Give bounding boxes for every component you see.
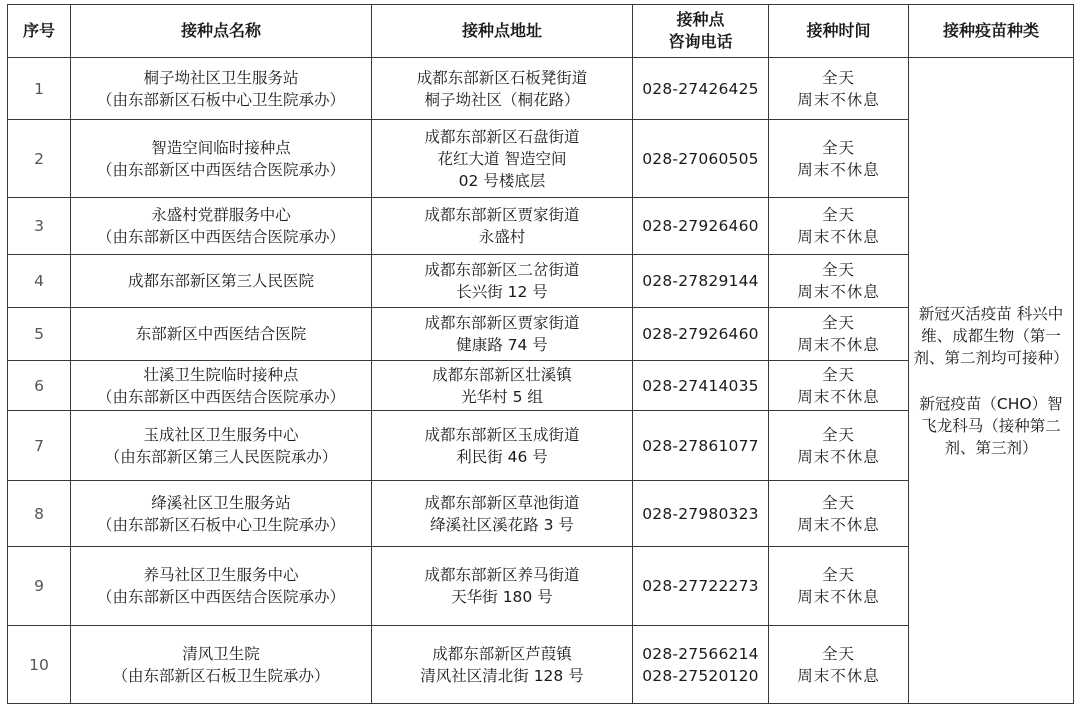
- time-line2: 周末不休息: [797, 666, 880, 685]
- site-address-cell: [372, 481, 633, 547]
- site-name-cell: [71, 361, 372, 411]
- address-line: 成都东部新区二岔街道: [424, 261, 580, 279]
- address-line: 成都东部新区草池街道: [424, 493, 580, 512]
- table-row: [8, 58, 1074, 120]
- site-name: 壮溪卫生院临时接种点: [143, 365, 299, 384]
- time-line1: 全天: [821, 644, 855, 663]
- address-line: 利民街 46 号: [456, 447, 548, 466]
- address-line: 成都东部新区石盘街道: [424, 127, 580, 146]
- phone-cell: [633, 198, 769, 255]
- time-cell: [769, 120, 909, 198]
- phone-number: 028-27926460: [642, 325, 759, 343]
- site-organizer: （由东部新区中西医结合医院承办）: [96, 160, 345, 179]
- phone-cell: [633, 411, 769, 481]
- vaccine-types-para2: 新冠疫苗（CHO）智飞龙科马（接种第二剂、第三剂）: [919, 394, 1063, 457]
- site-name-cell: [71, 120, 372, 198]
- header-types: 接种疫苗种类: [909, 5, 1074, 58]
- site-organizer: （由东部新区石板中心卫生院承办）: [96, 90, 345, 109]
- time-line2: 周末不休息: [797, 160, 880, 179]
- time-line1: 全天: [821, 261, 855, 279]
- address-line: 成都东部新区养马街道: [424, 566, 580, 584]
- site-organizer: （由东部新区石板卫生院承办）: [112, 666, 330, 685]
- row-number: 8: [8, 481, 71, 547]
- address-line: 桐子坳社区（桐花路）: [424, 90, 580, 109]
- phone-cell: [633, 361, 769, 411]
- time-cell: [769, 411, 909, 481]
- time-cell: [769, 308, 909, 361]
- phone-number: 028-27566214: [642, 644, 759, 663]
- time-line2: 周末不休息: [797, 387, 880, 406]
- site-address-cell: [372, 547, 633, 626]
- phone-cell: [633, 120, 769, 198]
- header-phone-line1: 接种点: [676, 10, 725, 29]
- time-cell: [769, 198, 909, 255]
- phone-cell: [633, 255, 769, 308]
- site-name-cell: [71, 411, 372, 481]
- address-line: 清风社区清北街 128 号: [420, 666, 584, 685]
- row-number: 3: [8, 198, 71, 255]
- row-number: 7: [8, 411, 71, 481]
- row-number: 6: [8, 361, 71, 411]
- phone-number: 028-27060505: [642, 149, 759, 168]
- row-number: 2: [8, 120, 71, 198]
- phone-cell: [633, 58, 769, 120]
- header-phone-line2: 咨询电话: [668, 32, 733, 51]
- time-line2: 周末不休息: [797, 283, 880, 301]
- phone-cell: [633, 308, 769, 361]
- address-line: 成都东部新区石板凳街道: [416, 68, 588, 87]
- address-line: 绛溪社区溪花路 3 号: [430, 515, 574, 534]
- site-name-cell: [71, 626, 372, 704]
- site-address-cell: [372, 120, 633, 198]
- time-line1: 全天: [821, 314, 855, 332]
- site-name-cell: [71, 481, 372, 547]
- site-name: 绛溪社区卫生服务站: [151, 493, 291, 512]
- header-no: 序号: [8, 5, 71, 58]
- site-name-cell: [71, 547, 372, 626]
- site-address-cell: [372, 626, 633, 704]
- address-line: 长兴街 12 号: [456, 283, 548, 301]
- site-name: 成都东部新区第三人民医院: [127, 272, 314, 290]
- site-organizer: （由东部新区第三人民医院承办）: [104, 447, 338, 466]
- phone-cell: [633, 547, 769, 626]
- site-address-cell: [372, 198, 633, 255]
- time-line1: 全天: [821, 566, 855, 584]
- site-address-cell: [372, 411, 633, 481]
- time-line2: 周末不休息: [797, 228, 880, 246]
- address-line: 成都东部新区玉成街道: [424, 425, 580, 444]
- time-cell: [769, 255, 909, 308]
- time-cell: [769, 58, 909, 120]
- time-cell: [769, 547, 909, 626]
- site-organizer: （由东部新区中西医结合医院承办）: [96, 588, 345, 606]
- site-address-cell: [372, 361, 633, 411]
- phone-number: 028-27926460: [642, 217, 759, 235]
- address-line: 健康路 74 号: [456, 336, 548, 354]
- row-number: 5: [8, 308, 71, 361]
- site-name: 东部新区中西医结合医院: [135, 325, 307, 343]
- vaccine-types-para1: 新冠灭活疫苗 科兴中维、成都生物（第一剂、第二剂均可接种）: [913, 304, 1069, 367]
- address-line: 成都东部新区贾家街道: [424, 206, 580, 224]
- header-time: 接种时间: [769, 5, 909, 58]
- phone-cell: [633, 626, 769, 704]
- header-phone: [633, 5, 769, 58]
- time-line2: 周末不休息: [797, 447, 880, 466]
- site-name-cell: [71, 308, 372, 361]
- vaccine-types-cell: [909, 58, 1074, 704]
- site-name-cell: [71, 198, 372, 255]
- site-address-cell: [372, 255, 633, 308]
- header-address: 接种点地址: [372, 5, 633, 58]
- site-address-cell: [372, 58, 633, 120]
- address-line: 天华街 180 号: [451, 588, 553, 606]
- time-cell: [769, 481, 909, 547]
- site-name: 玉成社区卫生服务中心: [143, 425, 299, 444]
- site-name: 桐子坳社区卫生服务站: [143, 68, 299, 87]
- header-name: 接种点名称: [71, 5, 372, 58]
- time-cell: [769, 626, 909, 704]
- time-line2: 周末不休息: [797, 588, 880, 606]
- time-line2: 周末不休息: [797, 515, 880, 534]
- phone-number: 028-27520120: [642, 666, 759, 685]
- time-line1: 全天: [821, 425, 855, 444]
- site-name-cell: [71, 255, 372, 308]
- row-number: 9: [8, 547, 71, 626]
- address-line: 成都东部新区贾家街道: [424, 314, 580, 332]
- phone-number: 028-27722273: [642, 577, 759, 595]
- site-address-cell: [372, 308, 633, 361]
- phone-number: 028-27980323: [642, 504, 759, 523]
- phone-number: 028-27861077: [642, 436, 759, 455]
- address-line: 02 号楼底层: [458, 171, 546, 190]
- time-line1: 全天: [821, 493, 855, 512]
- address-line: 成都东部新区壮溪镇: [432, 365, 572, 384]
- site-organizer: （由东部新区中西医结合医院承办）: [96, 387, 345, 406]
- site-name-cell: [71, 58, 372, 120]
- phone-number: 028-27829144: [642, 272, 759, 290]
- site-name: 永盛村党群服务中心: [151, 206, 291, 224]
- time-line2: 周末不休息: [797, 90, 880, 109]
- address-line: 花红大道 智造空间: [437, 149, 567, 168]
- site-name: 养马社区卫生服务中心: [143, 566, 299, 584]
- address-line: 成都东部新区芦葭镇: [432, 644, 572, 663]
- site-name: 清风卫生院: [182, 644, 260, 663]
- phone-cell: [633, 481, 769, 547]
- row-number: 4: [8, 255, 71, 308]
- vaccination-sites-table: [7, 4, 1074, 704]
- time-line1: 全天: [821, 365, 855, 384]
- header-row: [8, 5, 1074, 58]
- row-number: 10: [8, 626, 71, 704]
- address-line: 永盛村: [478, 228, 526, 246]
- time-cell: [769, 361, 909, 411]
- row-number: 1: [8, 58, 71, 120]
- time-line1: 全天: [821, 206, 855, 224]
- time-line1: 全天: [821, 138, 855, 157]
- time-line1: 全天: [821, 68, 855, 87]
- site-name: 智造空间临时接种点: [151, 138, 291, 157]
- site-organizer: （由东部新区中西医结合医院承办）: [96, 228, 345, 246]
- time-line2: 周末不休息: [797, 336, 880, 354]
- phone-number: 028-27426425: [642, 79, 759, 98]
- phone-number: 028-27414035: [642, 376, 759, 395]
- site-organizer: （由东部新区石板中心卫生院承办）: [96, 515, 345, 534]
- address-line: 光华村 5 组: [461, 387, 543, 406]
